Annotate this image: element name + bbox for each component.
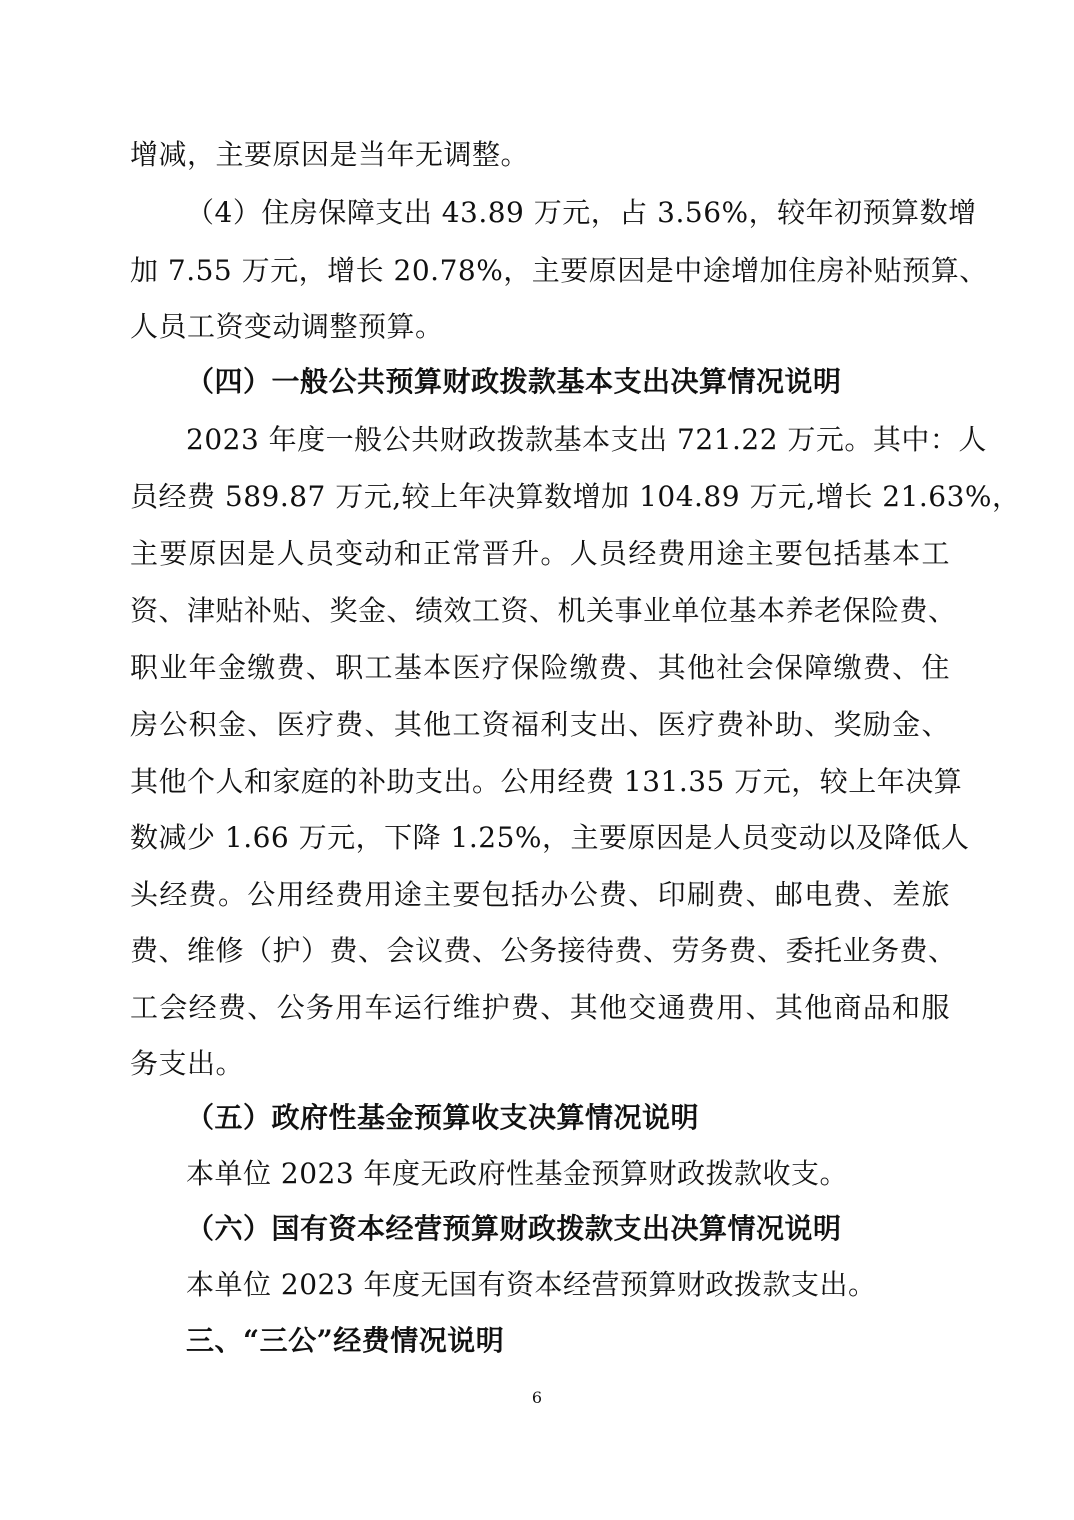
text-line: （4）住房保障支出 43.89 万元，占 3.56%，较年初预算数增 — [186, 196, 977, 229]
text-line: 工会经费、公务用车运行维护费、其他交通费用、其他商品和服 — [130, 991, 950, 1024]
section-heading: （四）一般公共预算财政拨款基本支出决算情况说明 — [186, 365, 842, 398]
text-line: 数减少 1.66 万元，下降 1.25%，主要原因是人员变动以及降低人 — [130, 821, 970, 854]
page-number: 6 — [531, 1388, 543, 1407]
text-line: 费、维修（护）费、会议费、公务接待费、劳务费、委托业务费、 — [130, 934, 957, 967]
section-heading: （六）国有资本经营预算财政拨款支出决算情况说明 — [186, 1212, 842, 1245]
text-line: 员经费 589.87 万元,较上年决算数增加 104.89 万元,增长 21.63%， — [130, 480, 1021, 513]
text-line: 务支出。 — [130, 1047, 245, 1080]
text-line: 人员工资变动调整预算。 — [130, 310, 444, 343]
text-line: 主要原因是人员变动和正常晋升。人员经费用途主要包括基本工 — [130, 537, 950, 570]
text-line: 资、津贴补贴、奖金、绩效工资、机关事业单位基本养老保险费、 — [130, 594, 957, 627]
text-line: 房公积金、医疗费、其他工资福利支出、医疗费补助、奖励金、 — [130, 708, 950, 741]
text-line: 2023 年度一般公共财政拨款基本支出 721.22 万元。其中：人 — [186, 423, 987, 456]
text-line: 职业年金缴费、职工基本医疗保险缴费、其他社会保障缴费、住 — [130, 651, 950, 684]
text-line: 其他个人和家庭的补助支出。公用经费 131.35 万元，较上年决算 — [130, 765, 963, 798]
chapter-heading: 三、“三公”经费情况说明 — [186, 1324, 505, 1357]
section-heading: （五）政府性基金预算收支决算情况说明 — [186, 1101, 700, 1134]
text-line: 增减，主要原因是当年无调整。 — [130, 138, 530, 171]
text-line: 本单位 2023 年度无国有资本经营预算财政拨款支出。 — [186, 1268, 877, 1301]
text-line: 加 7.55 万元，增长 20.78%，主要原因是中途增加住房补贴预算、 — [130, 254, 988, 287]
text-line: 头经费。公用经费用途主要包括办公费、印刷费、邮电费、差旅 — [130, 878, 950, 911]
text-line: 本单位 2023 年度无政府性基金预算财政拨款收支。 — [186, 1157, 849, 1190]
